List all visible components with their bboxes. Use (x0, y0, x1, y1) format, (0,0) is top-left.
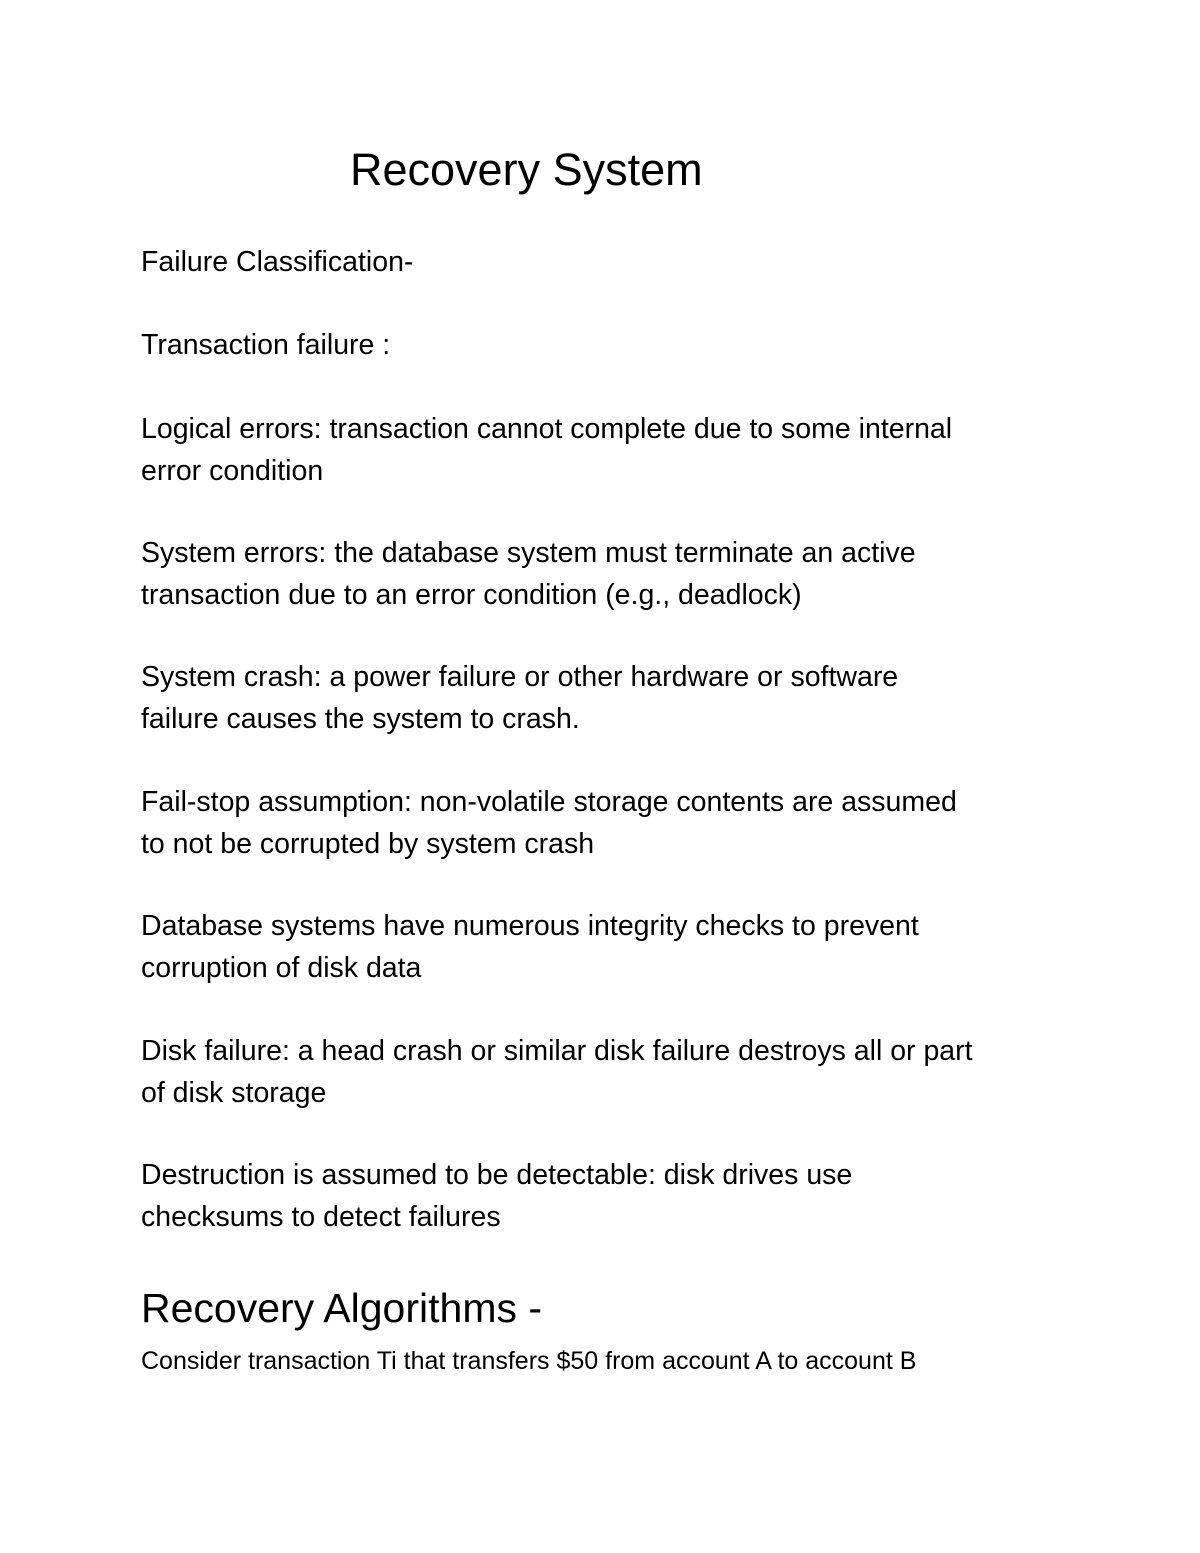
paragraph-destruction-detectable (141, 1155, 1076, 1238)
paragraph-line: failure causes the system to crash. (141, 702, 580, 735)
paragraph-system-errors (141, 533, 1076, 616)
paragraph-line: Database systems have numerous integrity checks to prevent (141, 910, 919, 942)
paragraph-line: to not be corrupted by system crash (141, 827, 595, 860)
page-title: Recovery System (350, 144, 703, 195)
paragraph-line: Failure Classification- (141, 246, 414, 278)
paragraph-line: Disk failure: a head crash or similar disk failure destroys all or part (141, 1035, 973, 1067)
section-intro-text: Consider transaction Ti that transfers $50 from account A to account B (141, 1347, 917, 1375)
paragraph-line: System errors: the database system must terminate an active (141, 537, 916, 569)
paragraph-line: Fail-stop assumption: non-volatile storage contents are assumed (141, 786, 957, 818)
paragraph-logical-errors (141, 409, 1076, 492)
paragraph-system-crash (141, 657, 1076, 740)
section-heading: Recovery Algorithms - (141, 1285, 543, 1331)
paragraph-line: checksums to detect failures (141, 1200, 501, 1233)
paragraph-transaction-failure (141, 325, 1076, 367)
paragraph-line: Destruction is assumed to be detectable: disk drives use (141, 1159, 853, 1191)
paragraph-integrity-checks (141, 906, 1076, 989)
paragraph-line: Logical errors: transaction cannot complete due to some internal (141, 413, 953, 445)
paragraph-line: Transaction failure : (141, 329, 391, 361)
paragraph-line: error condition (141, 454, 324, 487)
paragraph-line: of disk storage (141, 1076, 327, 1109)
paragraph-line: corruption of disk data (141, 951, 422, 984)
paragraph-line: transaction due to an error condition (e.g., deadlock) (141, 578, 802, 611)
paragraph-fail-stop-assumption (141, 782, 1076, 865)
paragraph-line: System crash: a power failure or other hardware or software (141, 661, 899, 693)
paragraph-failure-classification (141, 242, 1076, 284)
paragraph-disk-failure (141, 1031, 1076, 1114)
